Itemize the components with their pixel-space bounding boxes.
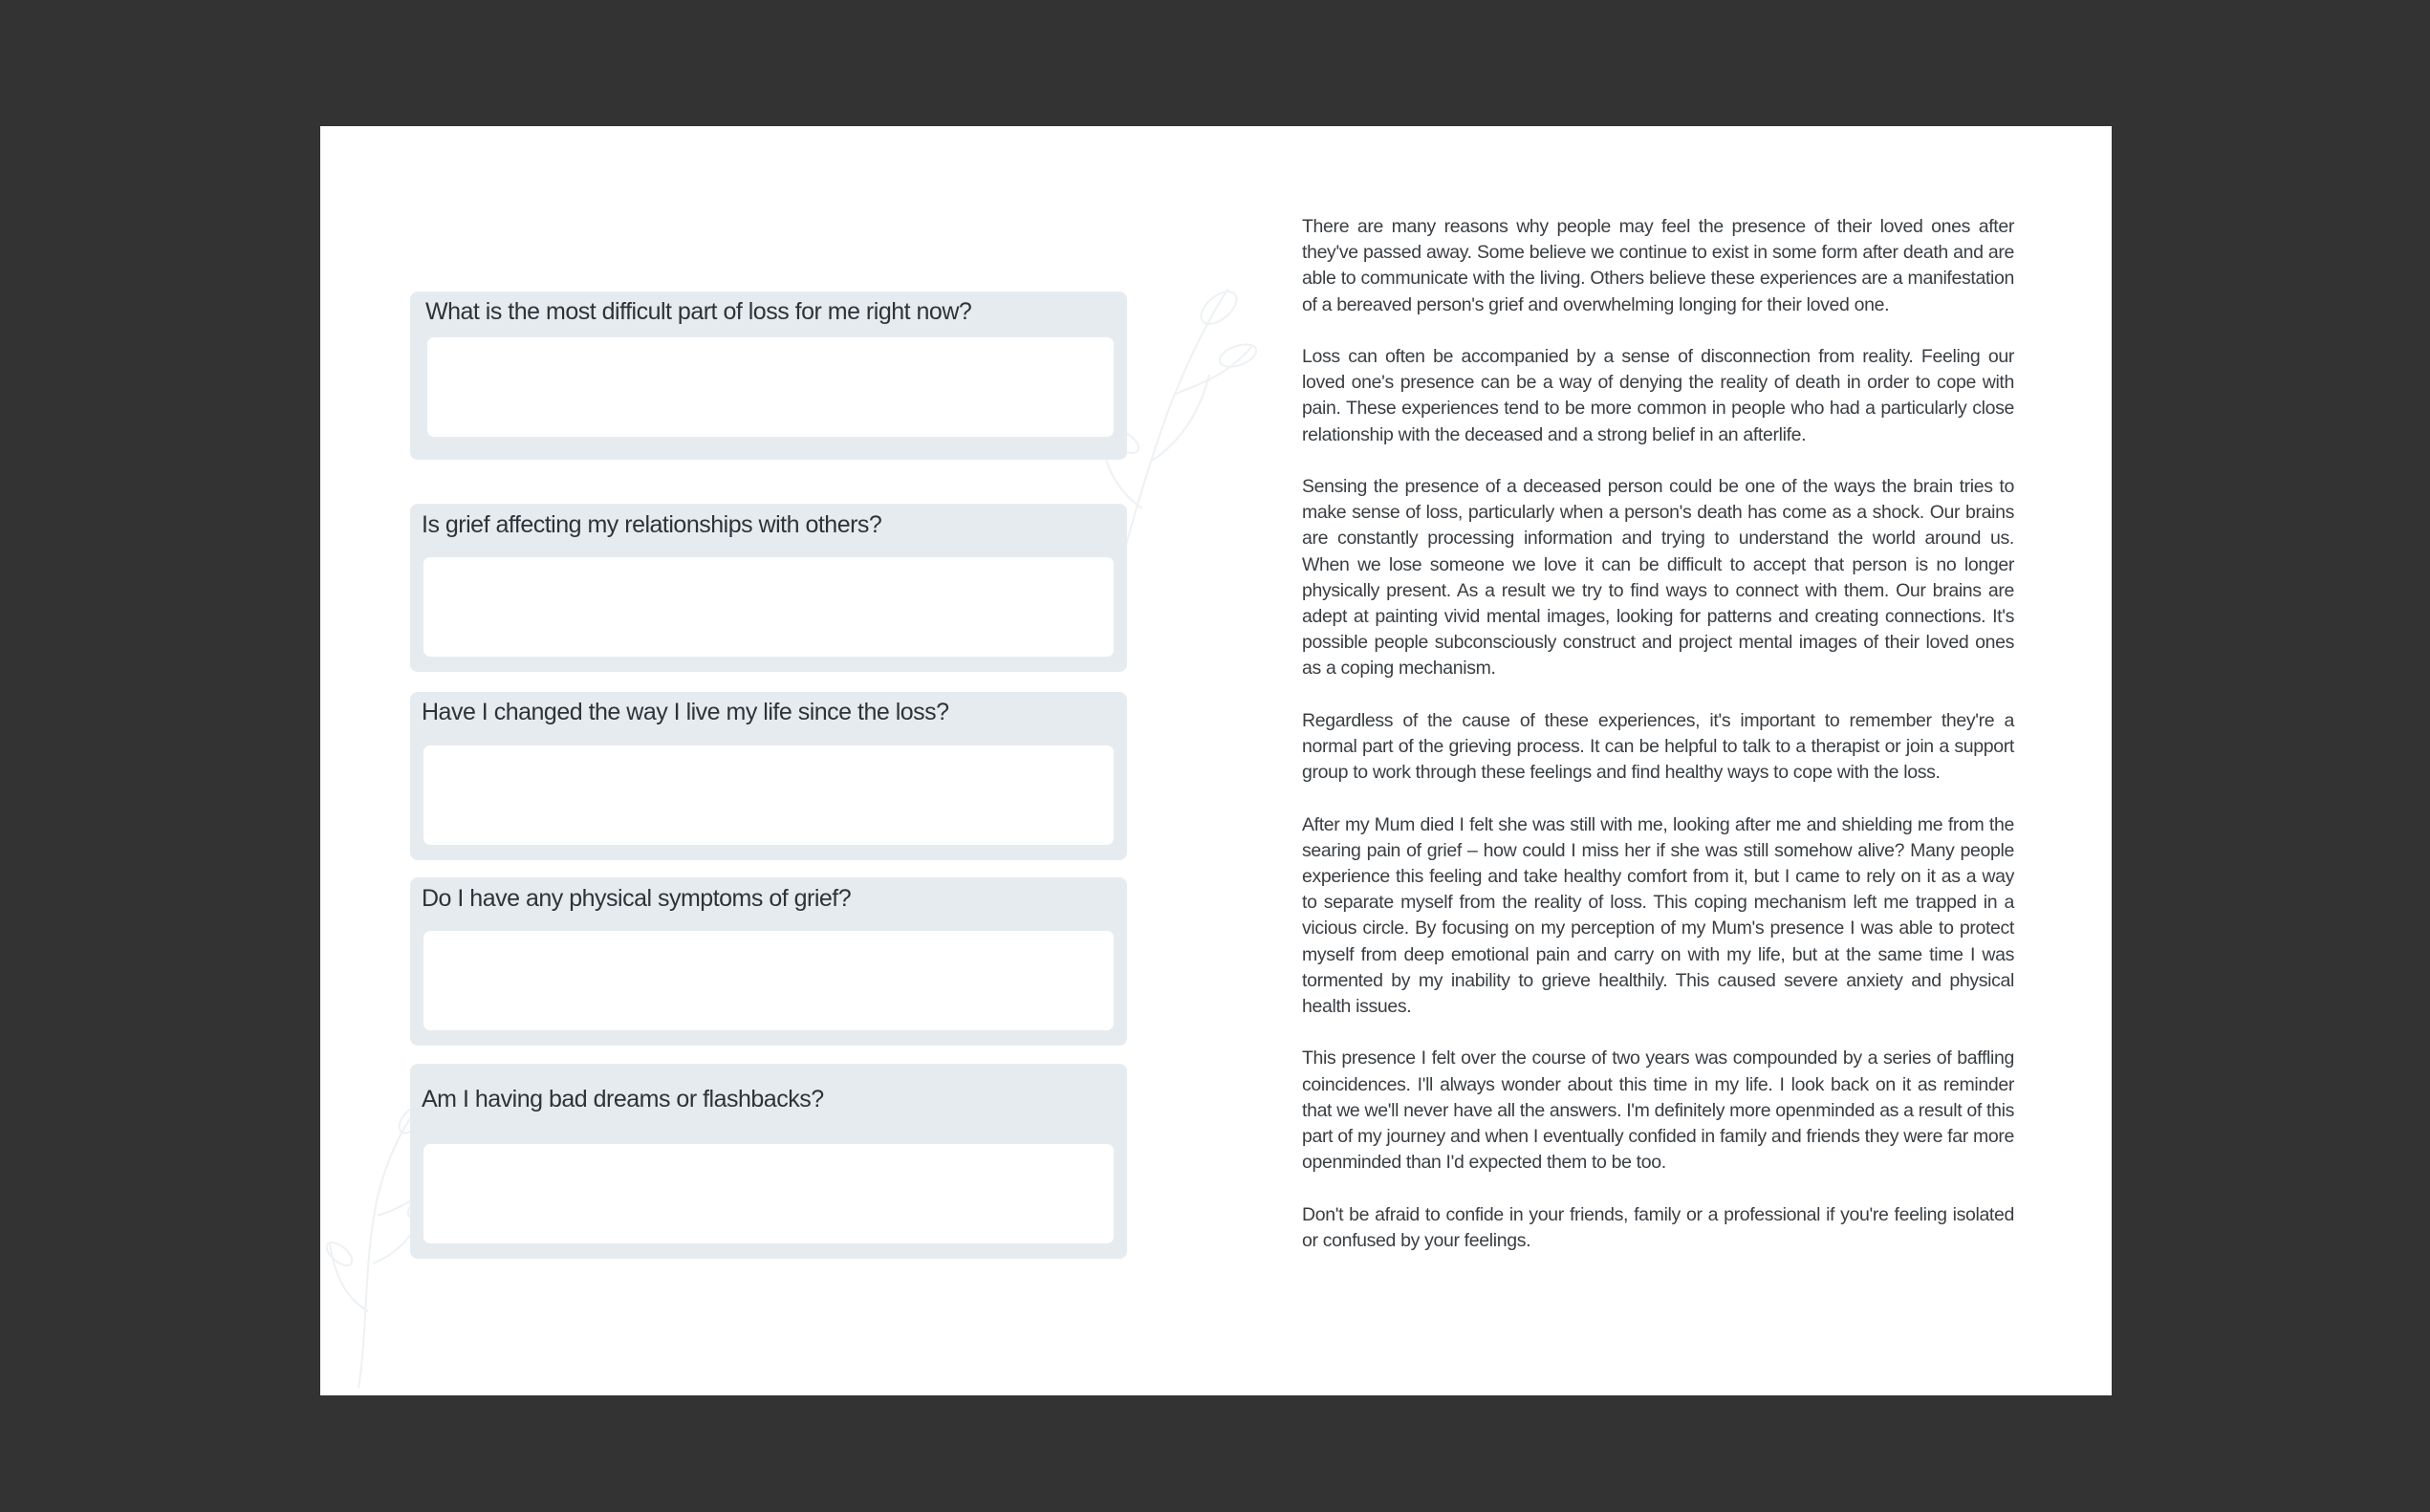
- question-box-1: [410, 292, 1127, 460]
- question-label: Is grief affecting my relationships with others?: [422, 511, 882, 538]
- paragraph: This presence I felt over the course of two years was compounded by a series of baffling coincidences. I'll always wonder about this time in my life. I look back on it as reminder that we we'll never have all the answers. I'm definitely more openminded as a result of this part of my journey and when I eventually confided in family and friends they were far more openminded than I'd expected them to be too.: [1302, 1048, 2014, 1174]
- question-label: Am I having bad dreams or flashbacks?: [422, 1086, 824, 1112]
- paragraph: There are many reasons why people may feel the presence of their loved ones after they've passed away. Some believe we continue to exist in some form after death and are able to communicate with the living. Others believe these experiences are a manifestation of a bereaved person's grief and overwhelming longing for their loved one.: [1302, 216, 2014, 315]
- answer-field[interactable]: [423, 745, 1114, 845]
- paragraph: After my Mum died I felt she was still with me, looking after me and shielding me from the searing pain of grief – how could I miss her if she was still somehow alive? Many people experience this feeling and take healthy comfort from it, but I came to rely on it as a way to separate myself from the reality of loss. This coping mechanism left me trapped in a vicious circle. By focusing on my perception of my Mum's presence I was able to protect myself from deep emotional pain and carry on with my life, but at the same time I was tormented by my inability to grieve healthily. This caused severe anxiety and physical health issues.: [1302, 813, 2014, 1018]
- question-label: What is the most difficult part of loss for me right now?: [425, 298, 972, 325]
- answer-field[interactable]: [423, 1144, 1114, 1243]
- answer-field[interactable]: [423, 557, 1114, 657]
- paragraph: Sensing the presence of a deceased person could be one of the ways the brain tries to make sense of loss, particularly when a person's death has come as a shock. Our brains are constantly processing information and trying to understand the world around us. When we lose someone we love it can be difficult to accept that person is no longer physically present. As a result we try to find ways to connect with them. Our brains are adept at painting vivid mental images, looking for patterns and creating connections. It's possible people subconsciously construct and project mental images of their loved ones as a coping mechanism.: [1302, 476, 2014, 680]
- paragraph: Loss can often be accompanied by a sense of disconnection from reality. Feeling our loved one's presence can be a way of denying the reality of death in order to cope with pain. These experiences tend to be more common in people who had a particularly close relationship with the deceased and a strong belief in an afterlife.: [1302, 346, 2014, 445]
- question-box-3: [410, 692, 1127, 860]
- answer-field[interactable]: [423, 931, 1114, 1030]
- answer-field[interactable]: [427, 337, 1114, 437]
- paragraph: Regardless of the cause of these experiences, it's important to remember they're a normal part of the grieving process. It can be helpful to talk to a therapist or join a support group to work through these feelings and find healthy ways to cope with the loss.: [1302, 709, 2014, 784]
- article-text: [1302, 214, 2014, 1280]
- question-label: Have I changed the way I live my life since the loss?: [422, 699, 949, 725]
- question-label: Do I have any physical symptoms of grief?: [422, 885, 852, 912]
- journal-spread: [320, 126, 2112, 1395]
- question-box-5: [410, 1064, 1127, 1259]
- paragraph: Don't be afraid to confide in your friends, family or a professional if you're feeling isolated or confused by your feelings.: [1302, 1203, 2014, 1251]
- question-box-4: [410, 877, 1127, 1046]
- question-box-2: [410, 504, 1127, 672]
